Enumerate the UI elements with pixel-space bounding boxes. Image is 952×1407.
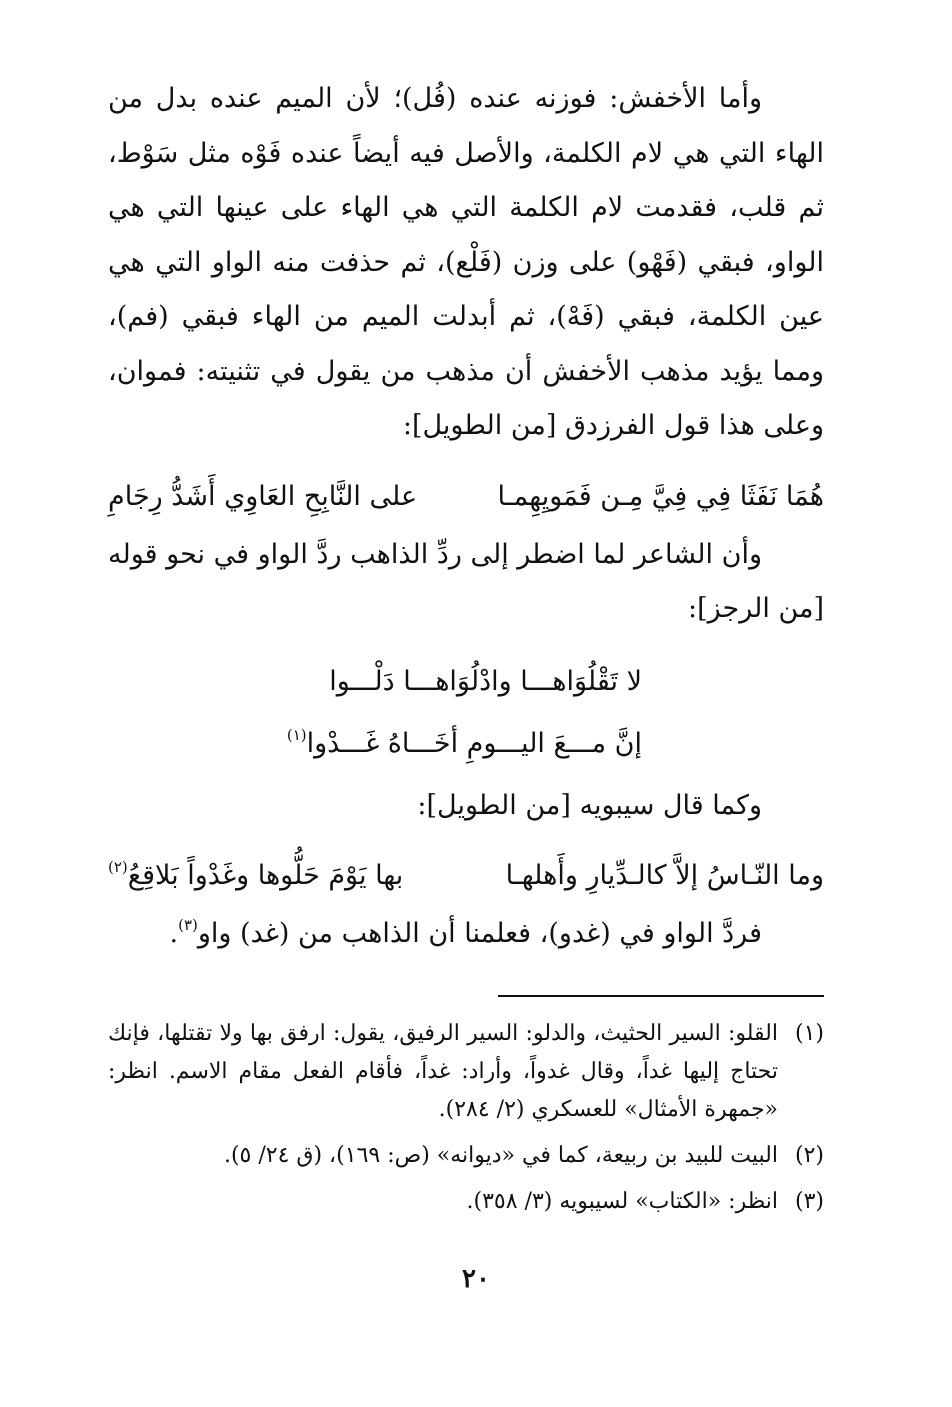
- verse-labid: [108, 849, 824, 903]
- footnote-number: (٣): [794, 1188, 824, 1214]
- rajaz-intro-paragraph: وأن الشاعر لما اضطر إلى ردِّ الذاهب ردَّ الواو في نحو قوله [من الرجز]:: [108, 538, 824, 624]
- main-paragraph: وأما الأخفش: فوزنه عنده (فُل)؛ لأن الميم عنده بدل من الهاء التي هي لام الكلمة، والأصل فيه أيضاً عنده فَوْه مثل سَوْط، ثم قلب، فقدمت لام الكلمة التي هي الهاء على عينها التي هي الواو، فبقي (فَهْو) على وزن (فَلْع)، ثم حذفت منه الواو التي هي عين الكلمة، فبقي (فَهْ)، ثم أبدلت الميم من الهاء فبقي (فم)، ومما يؤيد مذهب الأخفش أن مذهب من يقول في تثنيته: فموان، وعلى هذا قول الفرزدق [من الطويل]:: [108, 83, 824, 441]
- footnote-1: [108, 1015, 824, 1129]
- footnote-number: (٢): [794, 1142, 824, 1168]
- footnote-divider: [498, 995, 824, 997]
- verse2-first-hemistich: وما النّـاسُ إلاَّ كالـدِّيارِ وأَهلهـا: [505, 859, 824, 891]
- verse-second-hemistich: على النَّابِحِ العَاوِي أَشَدُّ رِجَامِ: [108, 480, 418, 512]
- sibawayh-intro: وكما قال سيبويه [من الطويل]:: [417, 789, 762, 821]
- closing-text: فردَّ الواو في (غدو)، فعلمنا أن الذاهب من (غد) واو: [197, 917, 762, 949]
- rajaz-line-1: لا تَقْلُوَاهـــا وادْلُوَاهـــا دَلْـــوا: [329, 665, 642, 697]
- footnote-text: البيت للبيد بن ربيعة، كما في «ديوانه» (ص: ١٦٩)، (ق ٢٤/ ٥).: [223, 1142, 778, 1168]
- footnote-text: انظر: «الكتاب» لسيبويه (٣/ ٣٥٨).: [466, 1188, 778, 1214]
- verse-first-hemistich: هُمَا نَفَثَا فِي فِيَّ مِـن فَمَويِهِمـا: [497, 480, 824, 512]
- verse2-second-text: بها يَوْمَ حَلُّوها وغَدْواً بَلاقِعُ: [127, 859, 404, 891]
- verse2-second-hemistich: [108, 849, 403, 903]
- closing-end: .: [169, 917, 179, 949]
- page-content: [108, 72, 824, 1229]
- rajaz-line-2: [108, 713, 642, 775]
- footnote-marker-1[interactable]: (١): [286, 725, 307, 744]
- page-number: ٢٠: [462, 1264, 490, 1294]
- footnote-2: [108, 1137, 824, 1175]
- footnotes: [108, 1015, 824, 1221]
- footnote-text: القلو: السير الحثيث، والدلو: السير الرفيق، يقول: ارفق بها ولا تقتلها، فإنك تحتاج إليها غداً، وقال غدواً، وأراد: غداً، فأقام الفعل مقام الاسم. انظر: «جمهرة الأمثال» للعسكري (٢/ ٢٨٤).: [108, 1020, 778, 1122]
- footnote-marker-3[interactable]: (٣): [178, 915, 198, 934]
- footnote-3: [108, 1183, 824, 1221]
- rajaz-verse: [108, 651, 824, 775]
- footnote-marker-2[interactable]: (٢): [108, 857, 128, 876]
- verse-farazdaq: [108, 470, 824, 524]
- rajaz-line-2-text: إنَّ مـــعَ اليـــومِ أخَـــاهُ غَـــدْوا: [306, 727, 642, 759]
- footnote-number: (١): [794, 1020, 824, 1046]
- closing-line: [108, 907, 824, 961]
